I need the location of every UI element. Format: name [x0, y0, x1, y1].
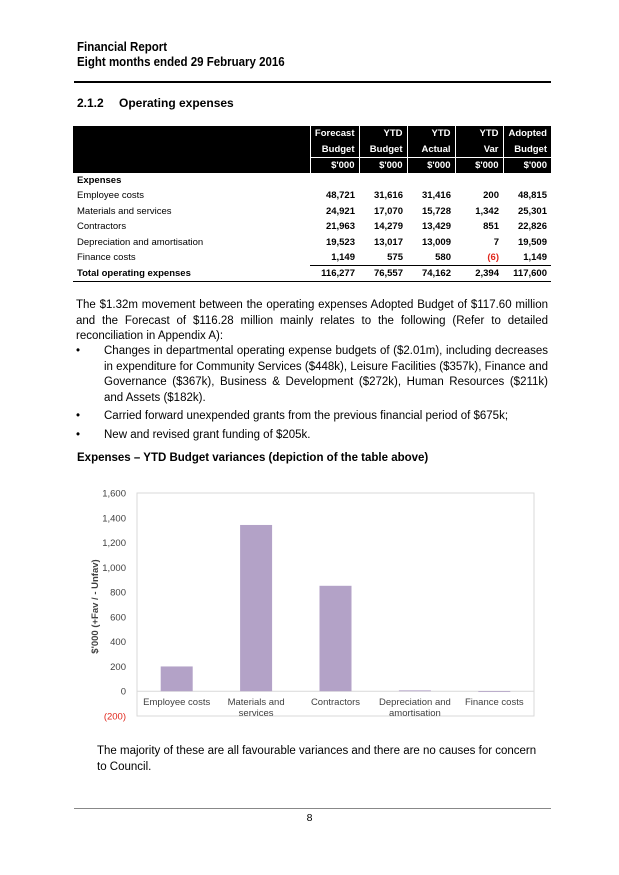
- value-cell: 1,149: [503, 250, 551, 266]
- total-row: [73, 266, 551, 282]
- group-label: Expenses: [77, 174, 122, 186]
- x-tick-label: Employee costs: [143, 697, 211, 709]
- total-cell: 117,600: [503, 266, 551, 282]
- y-tick-label: (200): [103, 711, 126, 723]
- conclusion-paragraph: The majority of these are all favourable variances and there are no causes for concern to Council.: [97, 745, 537, 773]
- value-cell: 13,429: [421, 221, 451, 233]
- value-cell: 7: [493, 236, 499, 248]
- value-cell: 13,009: [421, 236, 451, 248]
- table-row: [73, 235, 551, 251]
- x-tick-label: Finance costs: [464, 697, 524, 709]
- x-tick-label: Materials and: [227, 697, 285, 709]
- value-cell: 851: [483, 221, 499, 233]
- value-cell: 14,279: [373, 221, 403, 233]
- y-tick-label: 1,600: [102, 488, 126, 500]
- table-header-row: [73, 126, 551, 142]
- table-row: [73, 219, 551, 235]
- row-label: Depreciation and amortisation: [77, 236, 204, 248]
- section-heading: [77, 96, 234, 110]
- row-label: Employee costs: [77, 190, 145, 202]
- y-tick-label: 400: [110, 637, 126, 649]
- total-label: Total operating expenses: [73, 266, 310, 282]
- header-cell: Var: [455, 142, 503, 158]
- chart-heading: Expenses – YTD Budget variances (depiction of the table above): [77, 452, 429, 464]
- y-tick-label: 1,400: [102, 513, 126, 525]
- y-tick-label: 200: [110, 661, 126, 673]
- header-cell: YTD: [359, 126, 407, 142]
- row-label: Contractors: [77, 221, 127, 233]
- value-cell: 24,921: [325, 205, 355, 217]
- total-cell: 74,162: [407, 266, 455, 282]
- value-cell: 31,416: [421, 190, 451, 202]
- section-number: 2.1.2: [77, 96, 104, 110]
- bullet-item: • Changes in departmental operating expense budgets of ($2.01m), including decreases in expenditure for Community Services ($448k), Leisure Facilities ($357k), Finance and Governance ($367k), Business & Development ($272k), Human Resources ($211k) and Assets ($182k).: [76, 344, 548, 406]
- header-cell: Budget: [359, 142, 407, 158]
- value-cell: 25,301: [517, 205, 547, 217]
- y-tick-label: 600: [110, 612, 126, 624]
- header-blank-cell: [73, 126, 310, 142]
- x-tick-label: amortisation: [389, 708, 441, 720]
- unit-cell: $'000: [310, 157, 359, 173]
- table-row: [73, 188, 551, 204]
- variance-bar-chart: [84, 482, 544, 730]
- explanation-paragraph: The $1.32m movement between the operating expenses Adopted Budget of $117.60 million and the Forecast of $116.28 million mainly relates to the following (Refer to detailed reconciliation in Appendix A):: [76, 299, 548, 342]
- bar: [320, 586, 352, 691]
- y-tick-label: 0: [120, 686, 126, 698]
- header-blank-cell: [73, 142, 310, 158]
- table-header-row: [73, 142, 551, 158]
- header-blank-cell: [73, 157, 310, 173]
- header-cell: YTD: [407, 126, 455, 142]
- value-cell: 21,963: [325, 221, 355, 233]
- value-cell: 580: [407, 250, 455, 266]
- y-tick-label: 1,000: [102, 562, 126, 574]
- value-cell: 48,721: [325, 190, 355, 202]
- unit-cell: $'000: [503, 157, 551, 173]
- value-cell: 31,616: [373, 190, 403, 202]
- header-cell: Budget: [310, 142, 359, 158]
- unit-cell: $'000: [455, 157, 503, 173]
- x-tick-label: services: [238, 708, 274, 720]
- total-cell: 76,557: [359, 266, 407, 282]
- row-label: Finance costs: [77, 252, 136, 264]
- bullet-item: • New and revised grant funding of $205k.: [76, 428, 548, 444]
- bar: [161, 666, 193, 691]
- header-cell: Forecast: [310, 126, 359, 142]
- bullet-item: • Carried forward unexpended grants from the previous financial period of $675k;: [76, 409, 548, 425]
- header-divider: [74, 81, 551, 83]
- unit-cell: $'000: [407, 157, 455, 173]
- header-cell: YTD: [455, 126, 503, 142]
- value-cell: 1,149: [310, 250, 359, 266]
- report-title: Financial Report: [77, 40, 168, 54]
- value-cell: 22,826: [517, 221, 547, 233]
- table-units-row: [73, 157, 551, 173]
- bar: [478, 691, 510, 692]
- bar: [240, 525, 272, 691]
- header-cell: Budget: [503, 142, 551, 158]
- value-cell: 1,342: [475, 205, 499, 217]
- value-cell: 19,523: [325, 236, 355, 248]
- x-tick-label: Contractors: [310, 697, 361, 709]
- value-cell: 575: [359, 250, 407, 266]
- footer-divider: [74, 808, 551, 809]
- group-label-row: [73, 173, 551, 189]
- total-cell: 2,394: [455, 266, 503, 282]
- value-cell: 200: [483, 190, 499, 202]
- y-tick-label: 1,200: [102, 538, 126, 550]
- total-cell: 116,277: [310, 266, 359, 282]
- page-number: 8: [306, 812, 313, 824]
- table-row: [73, 250, 551, 266]
- report-period: Eight months ended 29 February 2016: [77, 55, 285, 69]
- value-cell: 19,509: [517, 236, 547, 248]
- row-label: Materials and services: [77, 205, 172, 217]
- negative-value-cell: (6): [455, 250, 503, 266]
- value-cell: 48,815: [517, 190, 547, 202]
- operating-expenses-table: [73, 126, 551, 282]
- value-cell: 13,017: [373, 236, 403, 248]
- header-cell: Actual: [407, 142, 455, 158]
- y-tick-label: 800: [110, 587, 126, 599]
- unit-cell: $'000: [359, 157, 407, 173]
- bullet-list: [76, 344, 548, 446]
- value-cell: 17,070: [373, 205, 403, 217]
- bar: [399, 690, 431, 691]
- section-title: Operating expenses: [119, 96, 234, 110]
- x-tick-label: Depreciation and: [378, 697, 451, 709]
- value-cell: 15,728: [421, 205, 451, 217]
- y-axis-title: $'000 (+Fav / - Unfav): [90, 559, 101, 654]
- table-row: [73, 204, 551, 220]
- report-header: [77, 40, 285, 70]
- header-cell: Adopted: [503, 126, 551, 142]
